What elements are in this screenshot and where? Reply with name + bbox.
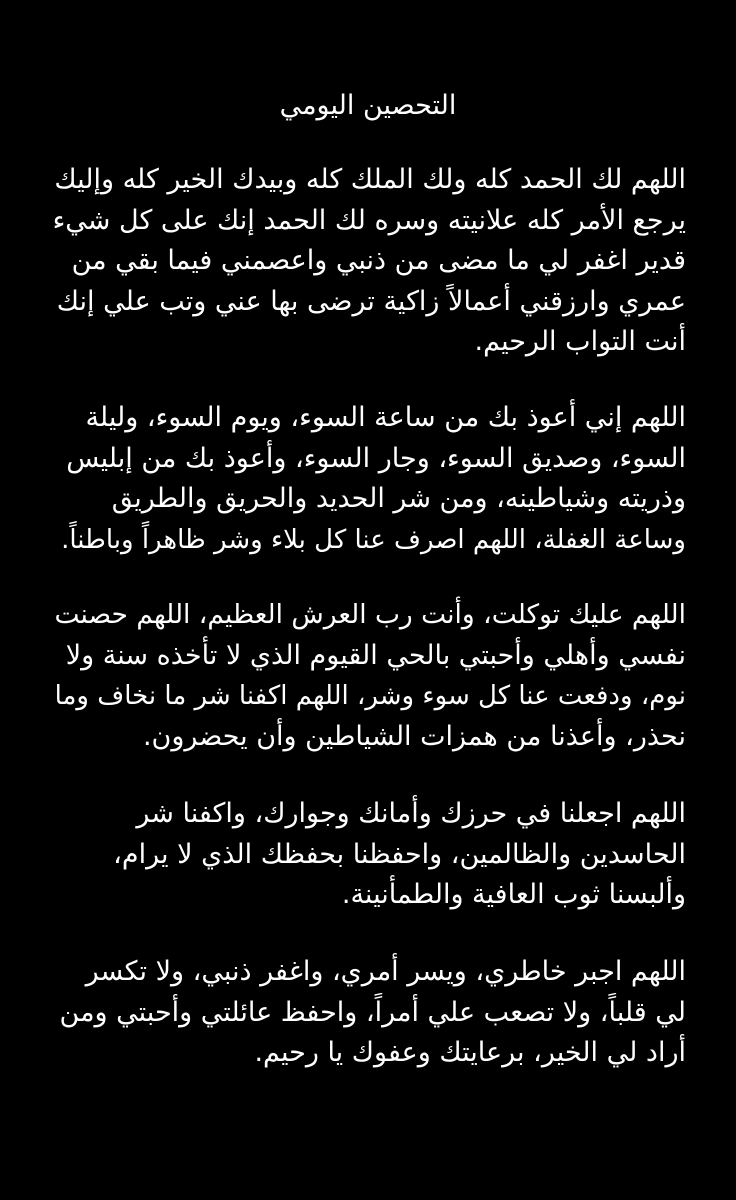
paragraph-line: أراد لي الخير، برعايتك وعفوك يا رحيم. xyxy=(254,1037,686,1068)
page-title: التحصين اليومي xyxy=(279,90,457,121)
dua-paragraph-mercy xyxy=(52,952,686,1074)
paragraph-line: عمري وارزقني أعمالاً زاكية ترضى بها عني وتب علي إنك xyxy=(56,285,686,317)
dua-paragraph-refuge xyxy=(52,398,686,560)
paragraph-line: السوء، وصديق السوء، وجار السوء، وأعوذ بك من إبليس xyxy=(66,442,686,474)
paragraph-line: وساعة الغفلة، اللهم اصرف عنا كل بلاء وشر ظاهراً وباطناً. xyxy=(61,524,686,555)
dua-paragraph-praise xyxy=(52,160,686,363)
paragraph-line: نوم، ودفعت عنا كل سوء وشر، اللهم اكفنا شر ما نخاف وما xyxy=(54,681,686,711)
paragraph-line: أنت التواب الرحيم. xyxy=(474,326,686,357)
dua-paragraph-reliance xyxy=(52,595,686,757)
paragraph-line: وألبسنا ثوب العافية والطمأنينة. xyxy=(341,879,686,910)
paragraph-line: اللهم اجعلنا في حرزك وأمانك وجوارك، واكفنا شر xyxy=(136,798,686,829)
paragraph-line: يرجع الأمر كله علانيته وسره لك الحمد إنك على كل شيء xyxy=(52,204,686,236)
paragraph-line: نفسي وأهلي وأحبتي بالحي القيوم الذي لا تأخذه سنة ولا xyxy=(65,639,686,671)
paragraph-line: اللهم إني أعوذ بك من ساعة السوء، ويوم السوء، وليلة xyxy=(85,402,686,433)
paragraph-line: وذريته وشياطينه، ومن شر الحديد والحريق والطريق xyxy=(111,483,686,514)
paragraph-line: اللهم اجبر خاطري، ويسر أمري، واغفر ذنبي، ولا تكسر xyxy=(85,956,686,987)
paragraph-line: اللهم عليك توكلت، وأنت رب العرش العظيم، اللهم حصنت xyxy=(54,599,686,630)
paragraph-line: قدير اغفر لي ما مضى من ذنبي واعصمني فيما بقي من xyxy=(71,245,686,276)
paragraph-line: اللهم لك الحمد كله ولك الملك كله وبيدك الخير كله وإليك xyxy=(54,164,686,195)
paragraph-line: الحاسدين والظالمين، واحفظنا بحفظك الذي لا يرام، xyxy=(113,838,686,870)
paragraph-line: نحذر، وأعذنا من همزات الشياطين وأن يحضرون. xyxy=(142,720,686,752)
paragraph-line: لي قلباً، ولا تصعب علي أمراً، واحفظ عائلتي وأحبتي ومن xyxy=(59,996,686,1028)
dua-paragraph-protection xyxy=(52,794,686,916)
